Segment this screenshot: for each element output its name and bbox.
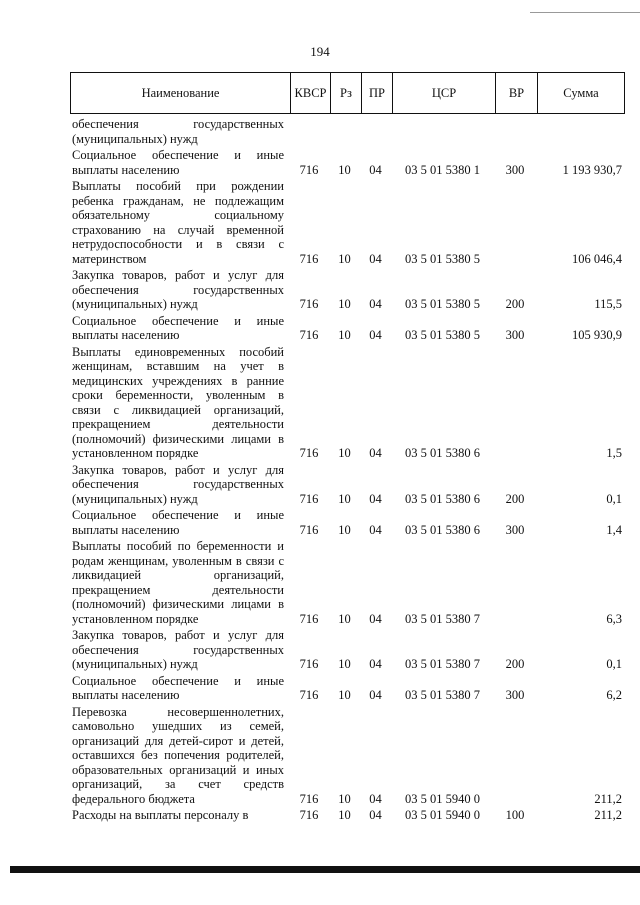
row-rz: 10 — [338, 657, 351, 671]
row-rz: 10 — [338, 162, 351, 177]
row-sum: 1,4 — [606, 522, 622, 537]
row-pr: 04 — [369, 297, 382, 311]
row-rz: 10 — [338, 688, 351, 702]
row-rz: 10 — [338, 491, 351, 506]
row-name: Закупка товаров, работ и услуг для обеспечения государственных (муниципальных) нужд — [72, 462, 284, 506]
row-pr: 04 — [369, 522, 382, 537]
row-vr: 200 — [505, 491, 525, 506]
table-row — [72, 808, 622, 823]
table-row — [72, 268, 622, 312]
row-kvsr: 716 — [299, 688, 319, 702]
row-name: Социальное обеспечение и иные выплаты населению — [72, 313, 284, 342]
row-rz: 10 — [338, 611, 351, 626]
table-row — [72, 674, 622, 703]
row-sum: 1,5 — [606, 446, 622, 460]
table-row — [72, 463, 622, 507]
row-rz: 10 — [338, 808, 351, 822]
row-csr: 03 5 01 5940 0 — [405, 808, 480, 822]
row-rz: 10 — [338, 791, 351, 806]
row-pr: 04 — [369, 328, 382, 342]
table-row — [72, 628, 622, 672]
row-kvsr: 716 — [299, 491, 319, 506]
row-name: обеспечения государственных (муниципальных) нужд — [72, 117, 284, 146]
row-csr: 03 5 01 5380 7 — [405, 688, 480, 702]
row-sum: 106 046,4 — [572, 251, 622, 266]
page-number: 194 — [310, 44, 330, 59]
header-vr: ВР — [495, 73, 537, 113]
row-kvsr: 716 — [299, 791, 319, 806]
row-vr: 300 — [505, 688, 525, 702]
row-kvsr: 716 — [299, 328, 319, 342]
row-kvsr: 716 — [299, 297, 319, 311]
row-vr: 200 — [505, 297, 525, 311]
row-kvsr: 716 — [299, 808, 319, 822]
row-kvsr: 716 — [299, 522, 319, 537]
row-csr: 03 5 01 5380 5 — [405, 251, 480, 266]
table-row — [72, 539, 622, 626]
header-kvsr: КВСР — [290, 73, 330, 113]
header-csr: ЦСР — [392, 73, 495, 113]
row-name: Социальное обеспечение и иные выплаты населению — [72, 508, 284, 537]
row-pr: 04 — [369, 611, 382, 626]
row-vr: 300 — [505, 162, 525, 177]
row-sum: 6,3 — [606, 611, 622, 626]
row-name: Выплаты единовременных пособий женщинам, вставшим на учет в медицинских учреждениях в ранние сроки беременности, уволенным в связи с ликвидацией организаций, прекращением деятельности (полномочий) физическими лицами в установленном порядке — [72, 344, 284, 460]
header-rz: Рз — [330, 73, 361, 113]
row-name: Выплаты пособий по беременности и родам женщинам, уволенным в связи с ликвидацией организаций, прекращением деятельности (полномочий) физическими лицами в установленном порядке — [72, 539, 284, 626]
row-pr: 04 — [369, 657, 382, 671]
row-name: Закупка товаров, работ и услуг для обеспечения государственных (муниципальных) нужд — [72, 268, 284, 311]
row-sum: 0,1 — [606, 491, 622, 506]
row-kvsr: 716 — [299, 446, 319, 460]
row-sum: 6,2 — [606, 688, 622, 702]
row-sum: 211,2 — [594, 791, 622, 806]
row-name: Расходы на выплаты персоналу в — [72, 808, 249, 822]
header-sum: Сумма — [537, 73, 624, 113]
table-row — [72, 345, 622, 461]
row-sum: 0,1 — [606, 657, 622, 671]
row-name: Выплаты пособий при рождении ребенка гражданам, не подлежащим обязательному социальному страхованию на случай временной нетрудоспособности и в связи с материнством — [72, 179, 284, 266]
table-row — [72, 117, 622, 146]
table-row — [72, 314, 622, 343]
row-vr: 300 — [505, 522, 525, 537]
row-sum: 105 930,9 — [572, 328, 622, 342]
row-csr: 03 5 01 5940 0 — [405, 791, 480, 806]
table-body — [72, 117, 622, 825]
row-name: Социальное обеспечение и иные выплаты населению — [72, 148, 284, 177]
header-name: Наименование — [141, 85, 220, 100]
row-vr: 200 — [505, 657, 525, 671]
row-name: Закупка товаров, работ и услуг для обеспечения государственных (муниципальных) нужд — [72, 628, 284, 671]
row-sum: 211,2 — [594, 808, 622, 822]
table-header — [70, 72, 625, 114]
scan-bottom-border — [10, 866, 640, 873]
row-pr: 04 — [369, 251, 382, 266]
row-kvsr: 716 — [299, 251, 319, 266]
row-csr: 03 5 01 5380 7 — [405, 611, 480, 626]
table-row — [72, 508, 622, 537]
row-kvsr: 716 — [299, 657, 319, 671]
row-name: Перевозка несовершеннолетних, самовольно ушедших из семей, организаций для детей-сирот и детей, оставшихся без попечения родителей, образовательных организаций и иных организаций, за счет средств федерального бюджета — [72, 704, 284, 806]
row-csr: 03 5 01 5380 5 — [405, 297, 480, 311]
row-csr: 03 5 01 5380 6 — [405, 446, 480, 460]
row-pr: 04 — [369, 688, 382, 702]
header-pr: ПР — [361, 73, 392, 113]
row-pr: 04 — [369, 808, 382, 822]
row-rz: 10 — [338, 522, 351, 537]
row-vr: 300 — [505, 328, 525, 342]
row-csr: 03 5 01 5380 7 — [405, 657, 480, 671]
row-csr: 03 5 01 5380 6 — [405, 522, 480, 537]
row-csr: 03 5 01 5380 5 — [405, 328, 480, 342]
row-kvsr: 716 — [299, 611, 319, 626]
row-sum: 1 193 930,7 — [562, 162, 622, 177]
row-name: Социальное обеспечение и иные выплаты населению — [72, 673, 284, 702]
row-csr: 03 5 01 5380 1 — [405, 162, 480, 177]
row-pr: 04 — [369, 446, 382, 460]
table-row — [72, 179, 622, 266]
row-vr: 100 — [505, 808, 525, 822]
scan-edge-line — [530, 12, 640, 13]
row-rz: 10 — [338, 328, 351, 342]
row-sum: 115,5 — [594, 297, 622, 311]
row-rz: 10 — [338, 446, 351, 460]
table-row — [72, 705, 622, 807]
row-csr: 03 5 01 5380 6 — [405, 491, 480, 506]
row-pr: 04 — [369, 162, 382, 177]
row-rz: 10 — [338, 297, 351, 311]
row-rz: 10 — [338, 251, 351, 266]
row-pr: 04 — [369, 791, 382, 806]
row-kvsr: 716 — [299, 162, 319, 177]
row-pr: 04 — [369, 491, 382, 506]
table-row — [72, 148, 622, 177]
